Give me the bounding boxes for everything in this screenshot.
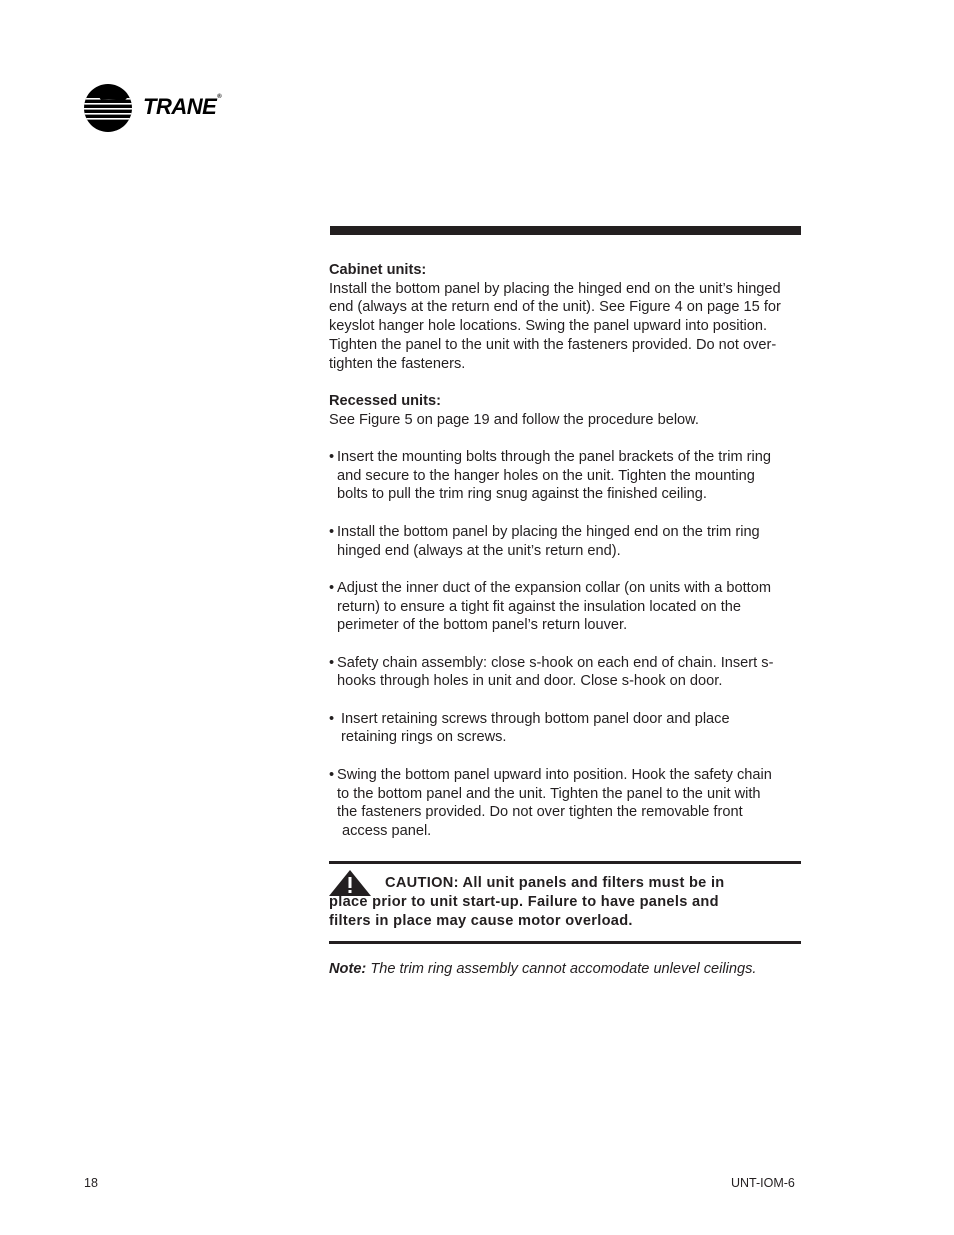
list-item bbox=[329, 523, 803, 560]
body-line: Install the bottom panel by placing the hinged end on the unit’s hinged bbox=[329, 280, 781, 297]
cabinet-units-heading: Cabinet units: bbox=[329, 262, 427, 278]
list-item bbox=[329, 448, 803, 504]
recessed-units-heading: Recessed units: bbox=[329, 392, 441, 409]
page-number: 18 bbox=[84, 1176, 98, 1190]
list-item bbox=[329, 766, 803, 841]
body-line: keyslot hanger hole locations. Swing the panel upward into position. bbox=[329, 318, 768, 335]
body-line: Tighten the panel to the unit with the fasteners provided. Do not over- bbox=[329, 336, 777, 353]
list-item-line: Insert the mounting bolts through the panel brackets of the trim ring bbox=[337, 449, 772, 465]
list-item bbox=[329, 579, 803, 635]
trane-logo bbox=[83, 84, 233, 132]
section-divider-bar bbox=[330, 226, 801, 235]
list-item bbox=[329, 710, 803, 747]
note-label: Note: bbox=[329, 961, 367, 977]
bullet-icon: • bbox=[329, 449, 335, 465]
caution-bottom-rule bbox=[329, 941, 801, 944]
note-text: The trim ring assembly cannot accomodate unlevel ceilings. bbox=[370, 961, 757, 977]
list-item-line: access panel. bbox=[342, 822, 432, 839]
list-item-line: Install the bottom panel by placing the hinged end on the trim ring bbox=[337, 523, 760, 540]
caution-top-rule bbox=[329, 861, 801, 864]
caution-line: filters in place may cause motor overload. bbox=[329, 913, 633, 929]
list-item-line: return) to ensure a tight fit against the insulation located on the bbox=[337, 598, 742, 615]
recessed-intro: See Figure 5 on page 19 and follow the procedure below. bbox=[329, 411, 699, 428]
caution-line: place prior to unit start-up. Failure to have panels and bbox=[329, 894, 719, 910]
list-item-line: to the bottom panel and the unit. Tighten the panel to the unit with bbox=[337, 785, 761, 802]
list-item-line: Safety chain assembly: close s-hook on each end of chain. Insert s- bbox=[337, 654, 774, 671]
list-item-line: hooks through holes in unit and door. Close s-hook on door. bbox=[337, 673, 723, 690]
list-item bbox=[329, 654, 803, 691]
list-item-line: hinged end (always at the unit’s return end). bbox=[337, 542, 621, 559]
body-line: end (always at the return end of the unit). See Figure 4 on page 15 for bbox=[329, 299, 781, 316]
note bbox=[329, 961, 756, 977]
list-item-line: Swing the bottom panel upward into position. Hook the safety chain bbox=[337, 766, 772, 783]
list-item-line: the fasteners provided. Do not over tighten the removable front bbox=[337, 804, 743, 821]
caution-line: CAUTION: All unit panels and filters must be in bbox=[385, 875, 725, 891]
list-item-line: retaining rings on screws. bbox=[341, 729, 507, 746]
page-body bbox=[329, 261, 803, 841]
list-item-line: Insert retaining screws through bottom panel door and place bbox=[341, 710, 730, 727]
trane-emblem-icon bbox=[83, 84, 133, 134]
bullet-icon: • bbox=[329, 654, 335, 671]
bullet-icon: • bbox=[329, 766, 335, 783]
bullet-icon: • bbox=[329, 579, 335, 596]
list-item-line: and secure to the hanger holes on the unit. Tighten the mounting bbox=[337, 467, 755, 484]
body-line: tighten the fasteners. bbox=[329, 355, 466, 372]
list-item-line: bolts to pull the trim ring snug against the finished ceiling. bbox=[337, 486, 707, 503]
list-item-line: perimeter of the bottom panel’s return louver. bbox=[337, 617, 628, 634]
bullet-icon: • bbox=[329, 523, 335, 540]
document-id: UNT-IOM-6 bbox=[731, 1176, 795, 1190]
list-item-line: Adjust the inner duct of the expansion collar (on units with a bottom bbox=[337, 579, 772, 596]
caution-notice bbox=[329, 874, 801, 931]
bullet-icon: • bbox=[329, 710, 335, 727]
brand-wordmark: TRANE® bbox=[143, 94, 222, 119]
